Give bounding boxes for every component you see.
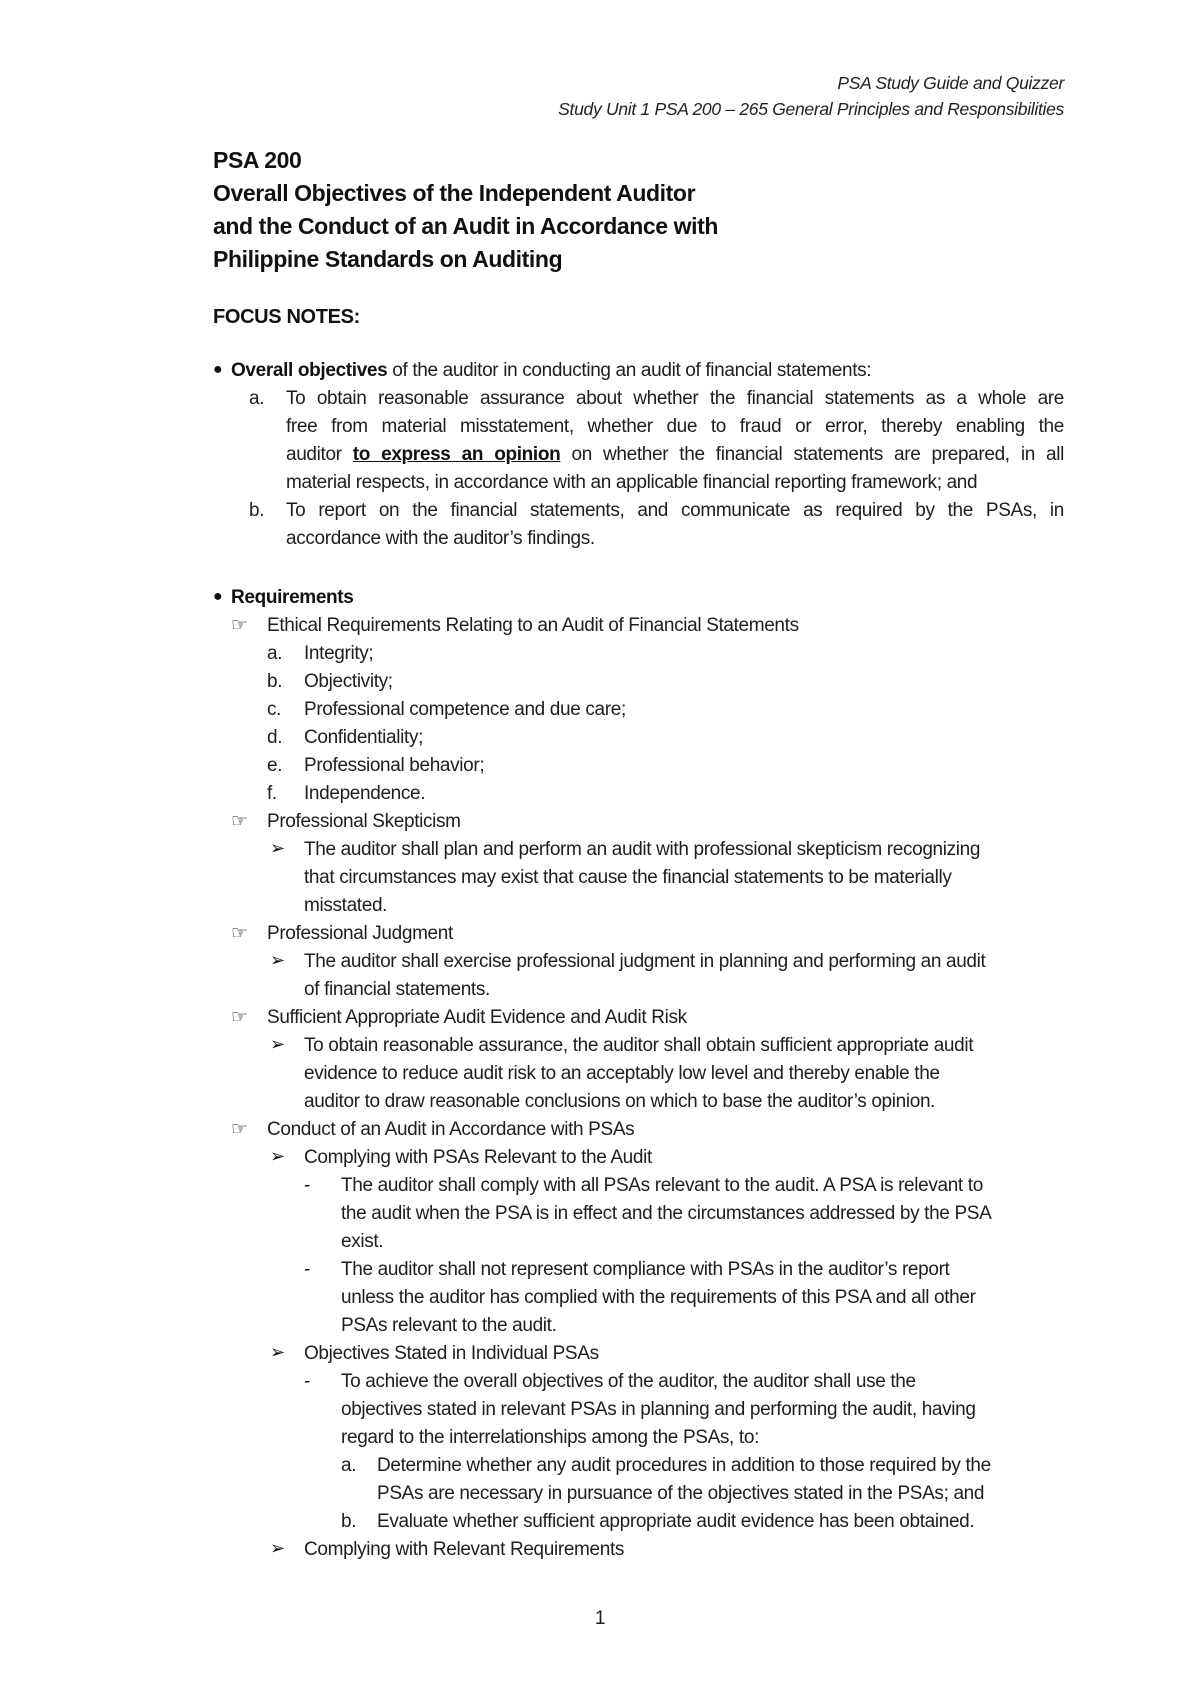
ethical-item-marker: e. — [267, 755, 283, 776]
title-standard-number: PSA 200 — [213, 147, 302, 173]
title-line-4: Philippine Standards on Auditing — [213, 246, 563, 272]
page-number: 1 — [594, 1608, 606, 1629]
objectives-stated-line1: To achieve the overall objectives of the auditor, the auditor shall use the — [341, 1371, 916, 1392]
complying-d1-line1: The auditor shall comply with all PSAs relevant to the audit. A PSA is relevant to — [341, 1175, 983, 1196]
ethical-item-marker: f. — [267, 783, 277, 804]
objective-b-line1: To report on the financial statements, and communicate as required by the PSAs, in — [286, 500, 1064, 521]
ethical-item-text: Independence. — [304, 783, 426, 804]
dash-bullet: - — [304, 1175, 310, 1196]
ethical-title: Ethical Requirements Relating to an Audit of Financial Statements — [267, 615, 799, 636]
arrow-bullet-icon: ➢ — [270, 950, 286, 970]
objective-a-line1: To obtain reasonable assurance about whether the financial statements as a whole are — [286, 388, 1064, 409]
ethical-item-marker: d. — [267, 727, 283, 748]
objectives-stated-line2: objectives stated in relevant PSAs in planning and performing the audit, having — [341, 1399, 976, 1420]
objectives-lead-rest: of the auditor in conducting an audit of financial statements: — [387, 360, 872, 381]
skepticism-title: Professional Skepticism — [267, 811, 461, 832]
title-line-3: and the Conduct of an Audit in Accordance with — [213, 213, 719, 239]
dash-bullet: - — [304, 1371, 310, 1392]
arrow-bullet-icon: ➢ — [270, 1538, 286, 1558]
relevant-requirements-title: Complying with Relevant Requirements — [304, 1539, 625, 1560]
sub-item-marker: b. — [341, 1511, 357, 1532]
pointing-hand-icon: ☞ — [231, 1007, 249, 1028]
objectives-lead — [231, 360, 871, 382]
pointing-hand-icon: ☞ — [231, 923, 249, 944]
evidence-line2: evidence to reduce audit risk to an acceptably low level and thereby enable the — [304, 1063, 940, 1084]
objective-a-marker: a. — [249, 388, 265, 409]
arrow-bullet-icon: ➢ — [270, 1146, 286, 1166]
ethical-item-marker: c. — [267, 699, 282, 720]
complying-d1-line3: exist. — [341, 1231, 384, 1252]
ethical-item-marker: a. — [267, 643, 283, 664]
complying-d2-line1: The auditor shall not represent compliance with PSAs in the auditor’s report — [341, 1259, 950, 1280]
bullet-dot-icon: ● — [213, 588, 223, 605]
ethical-item-text: Objectivity; — [304, 671, 393, 692]
objective-a-line2: free from material misstatement, whether due to fraud or error, thereby enabling the — [286, 416, 1064, 437]
objective-a-line3-pre: auditor — [286, 444, 353, 465]
judgment-line2: of financial statements. — [304, 979, 490, 1000]
complying-d1-line2: the audit when the PSA is in effect and the circumstances addressed by the PSA — [341, 1203, 992, 1224]
objective-a-line3-post: on whether the financial statements are prepared, in all — [560, 444, 1065, 465]
ethical-item-text: Professional competence and due care; — [304, 699, 626, 720]
arrow-bullet-icon: ➢ — [270, 838, 286, 858]
evidence-line1: To obtain reasonable assurance, the auditor shall obtain sufficient appropriate audit — [304, 1035, 974, 1056]
ethical-item-text: Integrity; — [304, 643, 374, 664]
focus-notes-heading: FOCUS NOTES: — [213, 306, 360, 328]
title-line-2: Overall Objectives of the Independent Auditor — [213, 180, 696, 206]
objective-a-line4: material respects, in accordance with an applicable financial reporting framework; and — [286, 472, 978, 493]
skepticism-line1: The auditor shall plan and perform an audit with professional skepticism recognizing — [304, 839, 981, 860]
skepticism-line3: misstated. — [304, 895, 388, 916]
pointing-hand-icon: ☞ — [231, 615, 249, 636]
ethical-item-marker: b. — [267, 671, 283, 692]
arrow-bullet-icon: ➢ — [270, 1342, 286, 1362]
objective-a-line3 — [286, 444, 1064, 466]
pointing-hand-icon: ☞ — [231, 811, 249, 832]
conduct-title: Conduct of an Audit in Accordance with PSAs — [267, 1119, 635, 1140]
pointing-hand-icon: ☞ — [231, 1119, 249, 1140]
arrow-bullet-icon: ➢ — [270, 1034, 286, 1054]
objective-a-emphasis: to express an opinion — [352, 444, 561, 465]
complying-d2-line2: unless the auditor has complied with the requirements of this PSA and all other — [341, 1287, 976, 1308]
ethical-item-text: Confidentiality; — [304, 727, 424, 748]
sub-item-a-line2: PSAs are necessary in pursuance of the objectives stated in the PSAs; and — [377, 1483, 985, 1504]
header-unit-title: Study Unit 1 PSA 200 – 265 General Principles and Responsibilities — [558, 99, 1064, 119]
evidence-line3: auditor to draw reasonable conclusions on which to base the auditor’s opinion. — [304, 1091, 936, 1112]
dash-bullet: - — [304, 1259, 310, 1280]
evidence-title: Sufficient Appropriate Audit Evidence and Audit Risk — [267, 1007, 687, 1028]
complying-title: Complying with PSAs Relevant to the Audit — [304, 1147, 652, 1168]
objectives-lead-bold: Overall objectives — [231, 360, 388, 381]
objectives-stated-line3: regard to the interrelationships among the PSAs, to: — [341, 1427, 759, 1448]
judgment-line1: The auditor shall exercise professional judgment in planning and performing an audit — [304, 951, 986, 972]
header-guide-title: PSA Study Guide and Quizzer — [837, 73, 1064, 93]
requirements-heading: Requirements — [231, 587, 354, 608]
objectives-stated-title: Objectives Stated in Individual PSAs — [304, 1343, 599, 1364]
objective-b-marker: b. — [249, 500, 265, 521]
complying-d2-line3: PSAs relevant to the audit. — [341, 1315, 557, 1336]
objective-b-line2: accordance with the auditor’s findings. — [286, 528, 595, 549]
ethical-item-text: Professional behavior; — [304, 755, 485, 776]
sub-item-a-line1: Determine whether any audit procedures in addition to those required by the — [377, 1455, 991, 1476]
bullet-dot-icon: ● — [213, 361, 223, 378]
sub-item-marker: a. — [341, 1455, 357, 1476]
skepticism-line2: that circumstances may exist that cause the financial statements to be materially — [304, 867, 952, 888]
sub-item-b-line1: Evaluate whether sufficient appropriate audit evidence has been obtained. — [377, 1511, 975, 1532]
judgment-title: Professional Judgment — [267, 923, 453, 944]
